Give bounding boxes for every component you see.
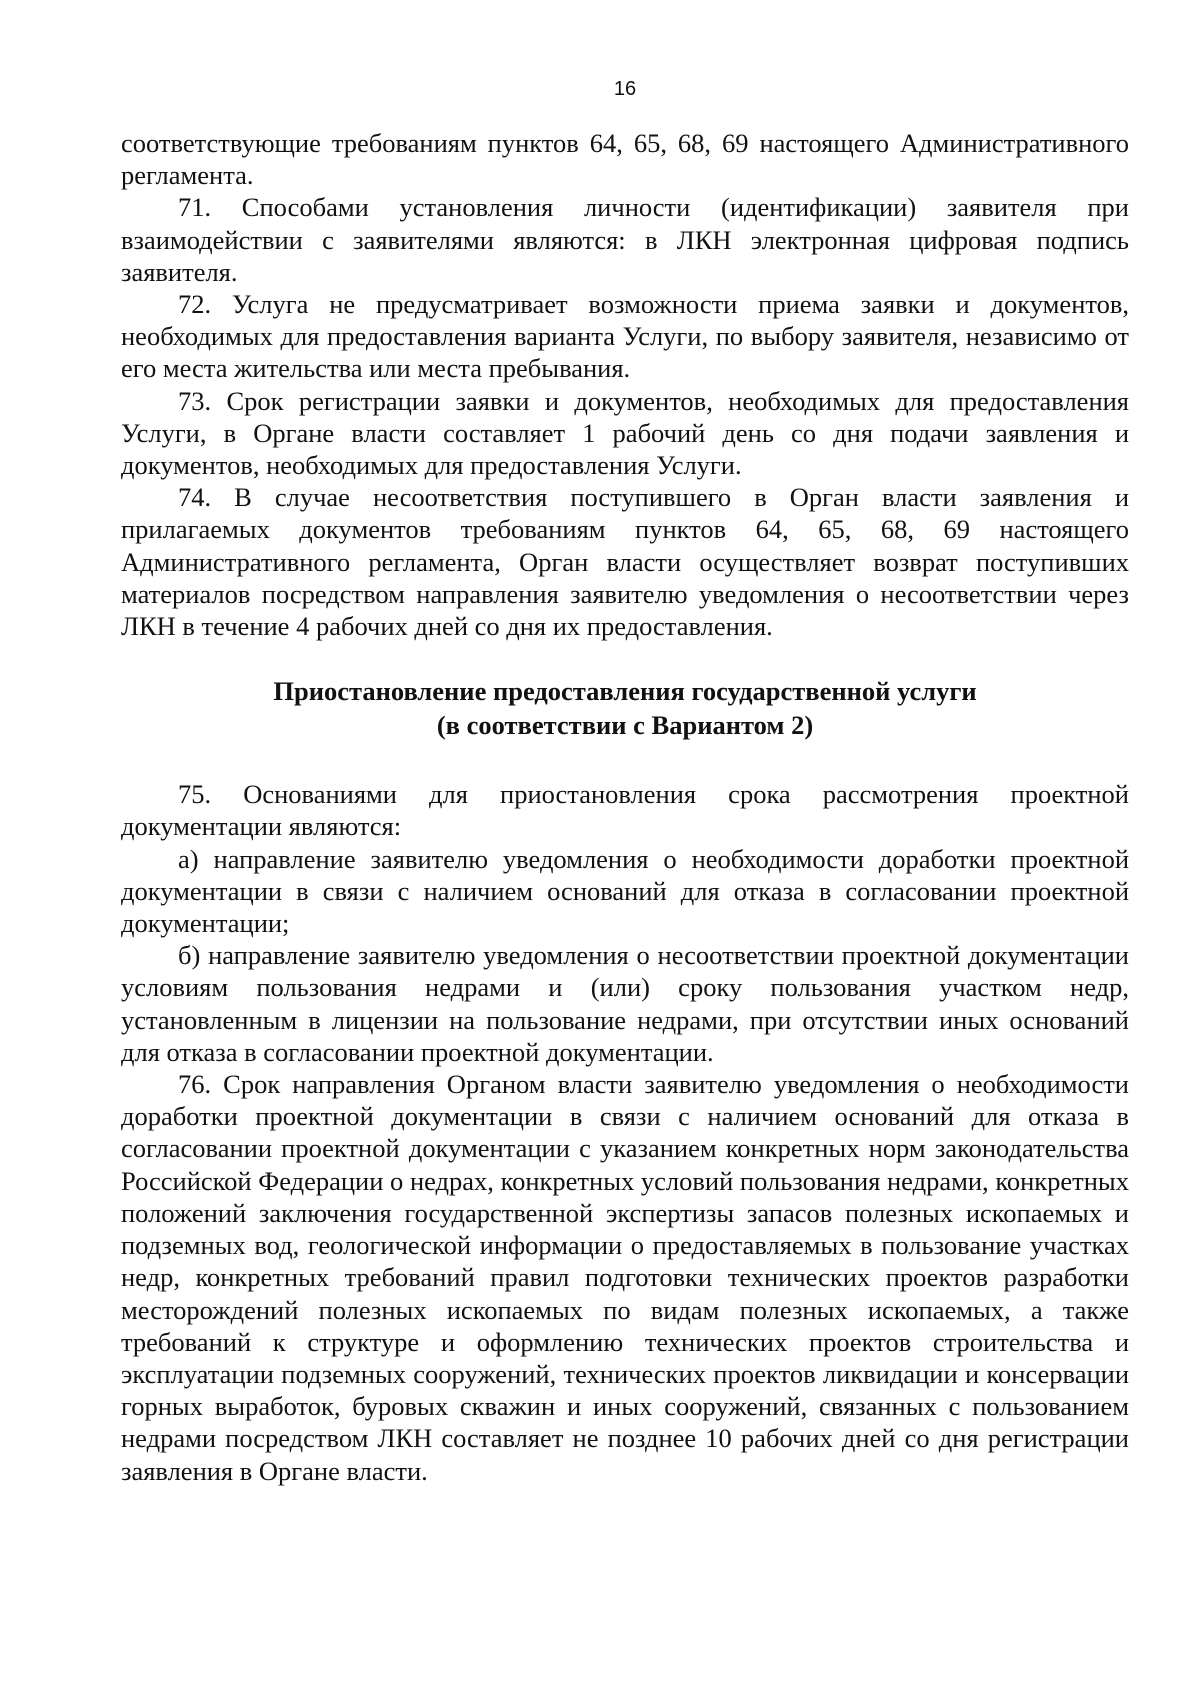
section-heading-line-2: (в соответствии с Вариантом 2)	[436, 710, 814, 741]
paragraph-75: 75. Основаниями для приостановления срока рассмотрения проектной документации являются:	[121, 779, 1129, 842]
paragraph-72: 72. Услуга не предусматривает возможности приема заявки и документов, необходимых для предоставления варианта Услуги, по выбору заявителя, независимо от его места жительства или места пребывания.	[121, 289, 1129, 384]
section-heading-line-1: Приостановление предоставления государственной услуги	[273, 676, 977, 707]
page-number: 16	[613, 78, 637, 100]
paragraph-73: 73. Срок регистрации заявки и документов, необходимых для предоставления Услуги, в Органе власти составляет 1 рабочий день со дня подачи заявления и документов, необходимых для предоставления Услуги.	[121, 385, 1129, 481]
paragraph-71: 71. Способами установления личности (идентификации) заявителя при взаимодействии с заявителями являются: в ЛКН электронная цифровая подпись заявителя.	[121, 192, 1129, 287]
paragraph-continuation: соответствующие требованиям пунктов 64, 65, 68, 69 настоящего Административного регламента.	[121, 128, 1129, 191]
paragraph-76: 76. Срок направления Органом власти заявителю уведомления о необходимости доработки проектной документации в связи с наличием оснований для отказа в согласовании проектной документации с указанием конкретных норм законодательства Российской Федерации о недрах, конкретных условий пользования недрами, конкретных положений заключения государственной экспертизы запасов полезных ископаемых и подземных вод, геологической информации о предоставляемых в пользование участках недр, конкретных требований правил подготовки технических проектов разработки месторождений полезных ископаемых по видам полезных ископаемых, а также требований к структуре и оформлению технических проектов строительства и эксплуатации подземных сооружений, технических проектов ликвидации и консервации горных выработок, буровых скважин и иных сооружений, связанных с пользованием недрами посредством ЛКН составляет не позднее 10 рабочих дней со дня регистрации заявления в Органе власти.	[121, 1069, 1129, 1486]
section-heading	[121, 674, 1129, 742]
paragraph-74: 74. В случае несоответствия поступившего в Орган власти заявления и прилагаемых документов требованиям пунктов 64, 65, 68, 69 настоящего Административного регламента, Орган власти осуществляет возврат поступивших материалов посредством направления заявителю уведомления о несоответствии через ЛКН в течение 4 рабочих дней со дня их предоставления.	[121, 482, 1129, 642]
paragraph-75-b: б) направление заявителю уведомления о несоответствии проектной документации условиям пользования недрами и (или) сроку пользования участком недр, установленным в лицензии на пользование недрами, при отсутствии иных оснований для отказа в согласовании проектной документации.	[121, 940, 1129, 1067]
paragraph-75-a: а) направление заявителю уведомления о необходимости доработки проектной документации в связи с наличием оснований для отказа в согласовании проектной документации;	[121, 843, 1129, 939]
document-body	[121, 127, 1129, 1487]
